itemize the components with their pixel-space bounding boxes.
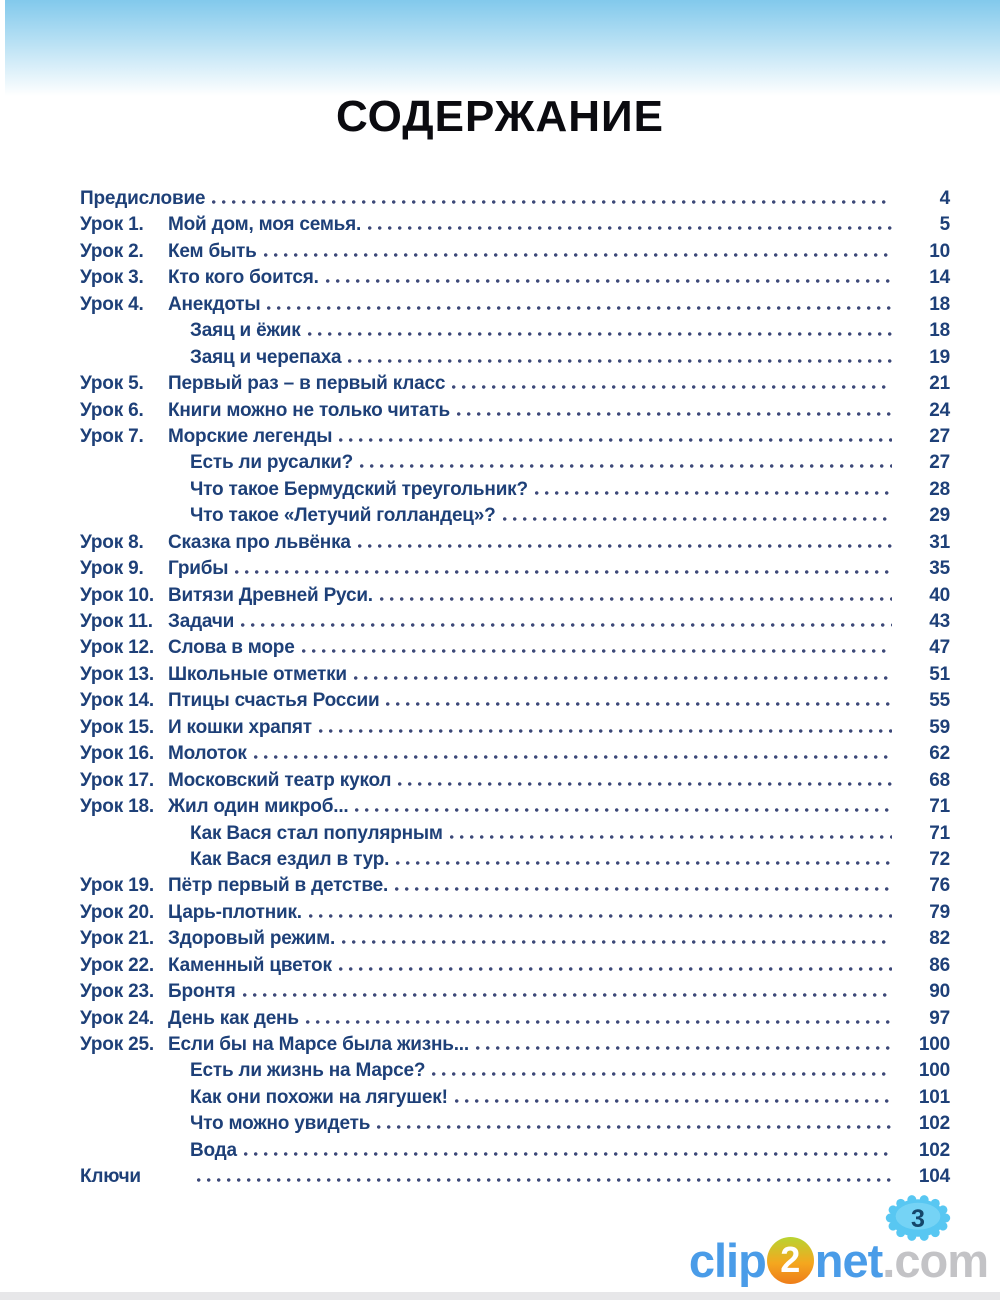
toc-entry-label: Урок 13.	[80, 663, 154, 685]
toc-list	[80, 186, 950, 1191]
toc-row	[80, 583, 950, 609]
dotted-leader	[455, 1099, 892, 1103]
toc-entry-label: Урок 18.	[80, 796, 154, 818]
toc-entry-page: 43	[929, 611, 950, 632]
toc-entry-title: Вода	[190, 1139, 237, 1161]
toc-entry-label: Урок 17.	[80, 769, 154, 791]
toc-entry-title: Слова в море	[168, 637, 295, 659]
toc-entry-label: Урок 20.	[80, 901, 154, 923]
toc-entry-label: Урок 24.	[80, 1007, 154, 1029]
toc-entry-title: Царь-плотник.	[168, 901, 302, 923]
dotted-leader	[476, 1046, 892, 1050]
toc-entry-label: Урок 2.	[80, 240, 144, 262]
toc-row	[80, 292, 950, 318]
dotted-leader	[267, 306, 892, 310]
dotted-leader	[380, 597, 892, 601]
toc-row	[80, 424, 950, 450]
toc-entry-title: День как день	[168, 1007, 299, 1029]
toc-entry-title: Молоток	[168, 743, 247, 765]
toc-row	[80, 503, 950, 529]
toc-entry-label: Ключи	[80, 1166, 141, 1188]
toc-entry-page: 19	[929, 346, 950, 368]
toc-entry-label: Урок 21.	[80, 928, 154, 950]
toc-row	[80, 794, 950, 820]
toc-row	[80, 688, 950, 714]
toc-entry-label: Урок 4.	[80, 293, 144, 315]
bottom-edge-bar	[0, 1292, 1000, 1300]
toc-entry-title: Птицы счастья России	[168, 690, 380, 712]
toc-entry-page: 5	[939, 214, 950, 236]
toc-entry-page: 18	[929, 320, 950, 342]
toc-row	[80, 1111, 950, 1137]
toc-entry-title: Есть ли жизнь на Марсе?	[190, 1060, 426, 1082]
toc-entry-page: 47	[929, 637, 950, 659]
toc-entry-title: Школьные отметки	[168, 663, 347, 685]
toc-entry-page: 79	[929, 901, 950, 923]
toc-row	[80, 450, 950, 476]
toc-entry-page: 4	[939, 188, 950, 209]
toc-row	[80, 477, 950, 503]
dotted-leader	[398, 782, 892, 786]
toc-entry-label: Урок 5.	[80, 373, 144, 395]
dotted-leader	[212, 200, 892, 204]
toc-row	[80, 265, 950, 291]
toc-entry-page: 24	[929, 399, 950, 421]
dotted-leader	[535, 491, 892, 495]
logo-circle-2-icon: 2	[767, 1237, 814, 1284]
toc-row	[80, 609, 950, 635]
dotted-leader	[452, 385, 892, 389]
toc-entry-page: 59	[929, 716, 950, 738]
toc-entry-title: Предисловие	[80, 188, 206, 209]
dotted-leader	[450, 835, 892, 839]
toc-entry-page: 14	[929, 267, 950, 289]
toc-entry-label: Урок 11.	[80, 611, 153, 632]
toc-row	[80, 926, 950, 952]
toc-entry-page: 90	[929, 981, 950, 1003]
toc-row	[80, 318, 950, 344]
dotted-leader	[306, 1020, 892, 1024]
dotted-leader	[354, 676, 892, 680]
dotted-leader	[254, 755, 892, 759]
toc-entry-title: Витязи Древней Руси.	[168, 584, 373, 606]
toc-entry-page: 35	[929, 558, 950, 580]
toc-entry-page: 82	[929, 928, 950, 950]
toc-entry-title: Книги можно не только читать	[168, 399, 450, 421]
toc-entry-label: Урок 6.	[80, 399, 144, 421]
toc-row	[80, 1032, 950, 1058]
toc-entry-page: 40	[929, 584, 950, 606]
toc-entry-label: Урок 3.	[80, 267, 144, 289]
toc-entry-page: 10	[929, 240, 950, 262]
dotted-leader	[243, 993, 892, 997]
dotted-leader	[432, 1072, 892, 1076]
dotted-leader	[348, 359, 892, 363]
dotted-leader	[339, 967, 892, 971]
toc-entry-page: 104	[918, 1166, 950, 1188]
toc-row	[80, 953, 950, 979]
toc-entry-label: Урок 8.	[80, 531, 144, 553]
toc-entry-label: Урок 7.	[80, 425, 144, 447]
toc-entry-page: 97	[929, 1007, 950, 1029]
badge-page-number: 3	[911, 1204, 925, 1233]
toc-entry-page: 71	[929, 822, 950, 844]
toc-entry-title: Задачи	[168, 611, 235, 632]
toc-entry-title: Морские легенды	[168, 425, 333, 447]
toc-entry-title: Как Вася стал популярным	[190, 822, 443, 844]
toc-entry-title: Заяц и черепаха	[190, 346, 342, 368]
toc-entry-label: Урок 12.	[80, 637, 154, 659]
toc-entry-page: 62	[929, 743, 950, 765]
logo-text-net: net	[814, 1233, 883, 1287]
toc-entry-title: Как Вася ездил в тур.	[190, 848, 390, 870]
dotted-leader	[302, 649, 892, 653]
toc-entry-title: Если бы на Марсе была жизнь...	[168, 1034, 469, 1055]
toc-row	[80, 371, 950, 397]
dotted-leader	[360, 464, 892, 468]
toc-row	[80, 741, 950, 767]
dotted-leader	[355, 808, 892, 812]
toc-entry-title: Московский театр кукол	[168, 769, 392, 791]
dotted-leader	[503, 517, 892, 521]
toc-entry-label: Урок 1.	[80, 214, 144, 236]
toc-entry-page: 102	[918, 1113, 950, 1135]
toc-entry-page: 102	[918, 1139, 950, 1161]
toc-row	[80, 186, 950, 212]
dotted-leader	[342, 940, 892, 944]
toc-entry-page: 18	[929, 293, 950, 315]
toc-row	[80, 1138, 950, 1164]
toc-entry-label: Урок 10.	[80, 584, 154, 606]
toc-entry-title: Есть ли русалки?	[190, 452, 354, 474]
toc-entry-title: Первый раз – в первый класс	[168, 373, 446, 395]
toc-entry-page: 101	[918, 1086, 950, 1108]
toc-entry-label: Урок 25.	[80, 1034, 154, 1055]
dotted-leader	[308, 332, 892, 336]
dotted-leader	[339, 438, 892, 442]
clip2net-logo	[689, 1230, 988, 1290]
toc-entry-title: Что можно увидеть	[190, 1113, 371, 1135]
toc-row	[80, 530, 950, 556]
toc-entry-title: Грибы	[168, 558, 229, 580]
toc-entry-page: 31	[929, 531, 950, 553]
toc-entry-label: Урок 16.	[80, 743, 154, 765]
toc-row	[80, 979, 950, 1005]
dotted-leader	[319, 729, 892, 733]
toc-row	[80, 556, 950, 582]
toc-entry-page: 29	[929, 505, 950, 527]
toc-entry-page: 100	[918, 1034, 950, 1055]
dotted-leader	[326, 279, 892, 283]
toc-entry-title: Анекдоты	[168, 293, 261, 315]
dotted-leader	[309, 914, 892, 918]
toc-entry-page: 55	[929, 690, 950, 712]
toc-entry-label: Урок 9.	[80, 558, 144, 580]
toc-row	[80, 1164, 950, 1190]
toc-entry-title: Мой дом, моя семья.	[168, 214, 362, 236]
toc-entry-page: 27	[929, 425, 950, 447]
toc-entry-title: Что такое «Летучий голландец»?	[190, 505, 496, 527]
toc-row	[80, 662, 950, 688]
dotted-leader	[396, 861, 892, 865]
toc-row	[80, 821, 950, 847]
logo-text-com: .com	[882, 1233, 988, 1287]
toc-entry-label: Урок 23.	[80, 981, 154, 1003]
dotted-leader	[264, 253, 892, 257]
toc-entry-page: 100	[918, 1060, 950, 1082]
toc-row	[80, 1006, 950, 1032]
dotted-leader	[377, 1125, 892, 1129]
toc-entry-page: 72	[929, 848, 950, 870]
toc-entry-title: Каменный цветок	[168, 954, 332, 976]
toc-entry-title: Кем быть	[168, 240, 257, 262]
toc-entry-page: 76	[929, 875, 950, 897]
toc-entry-label: Урок 14.	[80, 690, 154, 712]
toc-entry-title: Здоровый режим.	[168, 928, 336, 950]
toc-row	[80, 239, 950, 265]
toc-entry-page: 28	[929, 478, 950, 500]
toc-entry-page: 21	[929, 373, 950, 395]
toc-entry-page: 71	[929, 796, 950, 818]
dotted-leader	[235, 570, 892, 574]
toc-row	[80, 873, 950, 899]
dotted-leader	[241, 623, 892, 627]
dotted-leader	[457, 412, 892, 416]
toc-entry-label: Урок 19.	[80, 875, 154, 897]
toc-row	[80, 847, 950, 873]
toc-row	[80, 1085, 950, 1111]
toc-entry-title: Как они похожи на лягушек!	[190, 1086, 448, 1108]
dotted-leader	[358, 544, 892, 548]
toc-entry-title: Кто кого боится.	[168, 267, 319, 289]
dotted-leader	[368, 226, 892, 230]
toc-entry-page: 51	[929, 663, 950, 685]
toc-entry-page: 27	[929, 452, 950, 474]
toc-row	[80, 715, 950, 741]
toc-entry-page: 86	[929, 954, 950, 976]
toc-entry-label: Урок 15.	[80, 716, 154, 738]
dotted-leader	[197, 1178, 892, 1182]
dotted-leader	[395, 887, 892, 891]
logo-text-clip: clip	[688, 1233, 766, 1287]
toc-entry-label: Урок 22.	[80, 954, 154, 976]
toc-entry-page: 68	[929, 769, 950, 791]
dotted-leader	[244, 1152, 892, 1156]
toc-entry-title: Жил один микроб...	[168, 796, 349, 818]
toc-entry-title: Пётр первый в детстве.	[168, 875, 389, 897]
dotted-leader	[386, 702, 892, 706]
toc-entry-title: Сказка про львёнка	[168, 531, 351, 553]
toc-entry-title: Бронтя	[168, 981, 236, 1003]
toc-row	[80, 398, 950, 424]
toc-row	[80, 212, 950, 238]
page-header-gradient	[5, 0, 1000, 96]
toc-entry-title: И кошки храпят	[168, 716, 312, 738]
toc-entry-title: Что такое Бермудский треугольник?	[190, 478, 528, 500]
toc-entry-title: Заяц и ёжик	[190, 320, 301, 342]
toc-row	[80, 345, 950, 371]
toc-row	[80, 635, 950, 661]
page-title: СОДЕРЖАНИЕ	[335, 92, 665, 141]
toc-row	[80, 768, 950, 794]
toc-row	[80, 1058, 950, 1084]
toc-row	[80, 900, 950, 926]
